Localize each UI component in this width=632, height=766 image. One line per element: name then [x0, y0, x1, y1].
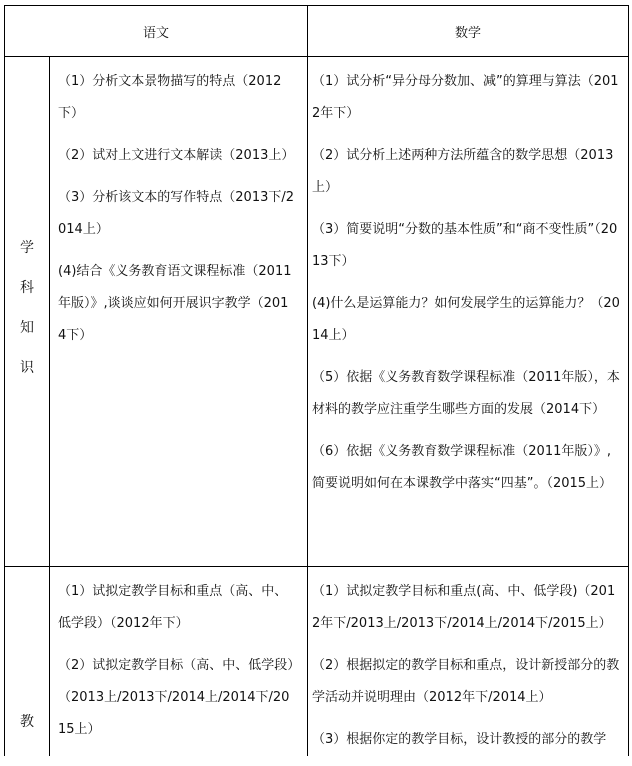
section-label-char: 科 [20, 280, 34, 296]
header-shuxue [308, 6, 628, 56]
header-yuwen-text: 语文 [142, 25, 169, 41]
list-item: （1）试拟定教学目标和重点(高、中、低学段)（2012年下/2013上/2013下/2014上/2014下/2015上） [312, 584, 616, 631]
table-border-right [628, 5, 629, 756]
section-label-char: 学 [20, 240, 34, 256]
list-item: （5）依据《义务教育数学课程标准（2011年版），本材料的教学应注重学生哪些方面的发展（2014下） [312, 370, 620, 417]
list-item: (4)结合《义务教育语文课程标准（2011年版）》,谈谈应如何开展识字教学（2014下） [58, 264, 292, 343]
list-item: （3）根据你定的教学目标，设计教授的部分的教学 [312, 732, 607, 747]
header-shuxue-text: 数学 [454, 25, 481, 41]
list-item: （6）依据《义务教育数学课程标准（2011年版）》,简要说明如何在本课教学中落实“四基”。（2015上） [312, 444, 613, 491]
list-item: （2）试对上文进行文本解读（2013上） [58, 148, 295, 163]
label-column-divider [49, 56, 50, 756]
shuxue-teaching-cell [310, 576, 628, 766]
section-label-char: 识 [20, 360, 34, 376]
section-label-char: 教 [20, 714, 34, 730]
list-item: （2）试拟定教学目标（高、中、低学段）（2013上/2013下/2014上/2014下/2015上） [58, 658, 294, 737]
list-item: （2）试分析上述两种方法所蕴含的数学思想（2013上） [312, 148, 614, 195]
yuwen-teaching-cell [52, 576, 302, 756]
section-label-teaching [5, 712, 49, 752]
section-label-char: 知 [20, 320, 34, 336]
list-item: （1）试拟定教学目标和重点（高、中、低学段）（2012年下） [58, 584, 288, 631]
section-label-subject-knowledge [5, 238, 49, 398]
header-yuwen [5, 6, 307, 56]
list-item: （2）根据拟定的教学目标和重点，设计新授部分的教学活动并说明理由（2012年下/2014上） [312, 658, 620, 705]
list-item: （3）简要说明“分数的基本性质”和“商不变性质”（2013下） [312, 222, 618, 269]
yuwen-knowledge-cell [52, 66, 302, 362]
list-item: (4)什么是运算能力？如何发展学生的运算能力？（2014上） [312, 296, 620, 343]
list-item: （1）分析文本景物描写的特点（2012下） [58, 74, 282, 121]
column-divider [307, 5, 308, 756]
header-divider [4, 56, 629, 57]
shuxue-knowledge-cell [310, 66, 628, 510]
section-divider [4, 566, 629, 567]
list-item: （1）试分析“异分母分数加、减”的算理与算法（2012年下） [312, 74, 619, 121]
list-item: （3）分析该文本的写作特点（2013下/2014上） [58, 190, 295, 237]
